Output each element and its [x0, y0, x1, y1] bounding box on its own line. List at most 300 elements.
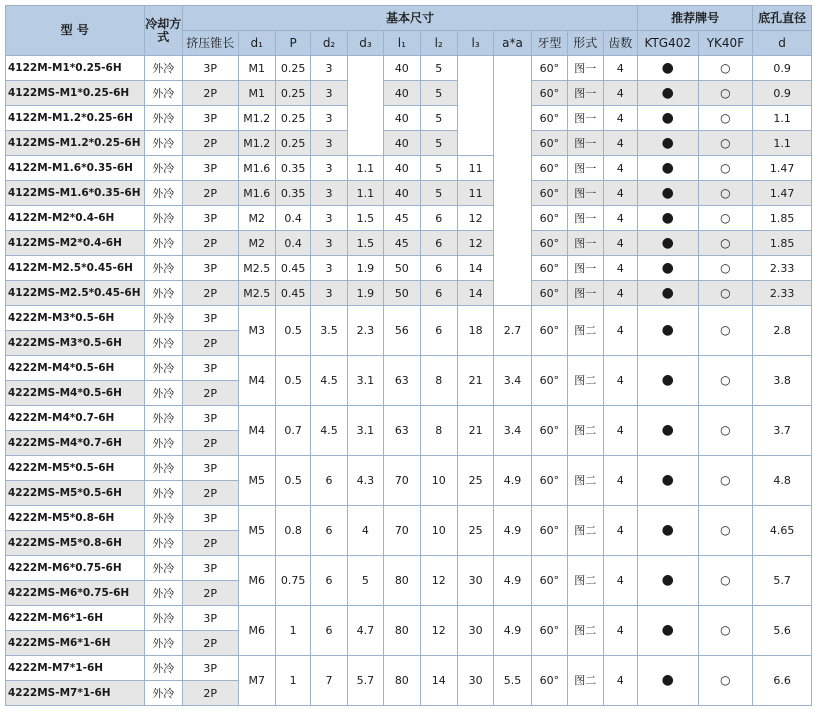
- tooth-type-cell: 60°: [531, 356, 567, 406]
- d2-cell: 3: [311, 81, 347, 106]
- ktg402-dot-icon: ●: [637, 556, 698, 606]
- teeth-cell: 4: [603, 206, 637, 231]
- teeth-cell: 4: [603, 456, 637, 506]
- cone-cell: 2P: [182, 631, 238, 656]
- cooling-cell: 外冷: [144, 556, 182, 581]
- table-row: [6, 156, 812, 181]
- cooling-cell: 外冷: [144, 106, 182, 131]
- d1-cell: M5: [238, 456, 275, 506]
- ktg402-dot-icon: ●: [637, 281, 698, 306]
- ktg402-dot-icon: ●: [637, 231, 698, 256]
- tooth-type-cell: 60°: [531, 606, 567, 656]
- cone-cell: 2P: [182, 481, 238, 506]
- d1-cell: M1: [238, 81, 275, 106]
- model-cell: 4222M-M5*0.8-6H: [6, 506, 145, 531]
- l1-cell: 40: [384, 131, 420, 156]
- bottom-hole-cell: 0.9: [753, 81, 812, 106]
- yk40f-circle-icon: ○: [698, 406, 753, 456]
- l1-cell: 40: [384, 81, 420, 106]
- d3-cell: 1.1: [347, 156, 383, 181]
- cone-cell: 3P: [182, 56, 238, 81]
- l3-cell: 14: [457, 256, 493, 281]
- model-cell: 4222M-M6*1-6H: [6, 606, 145, 631]
- bottom-hole-cell: 5.6: [753, 606, 812, 656]
- tooth-type-cell: 60°: [531, 131, 567, 156]
- tooth-type-cell: 60°: [531, 281, 567, 306]
- bottom-hole-cell: 3.8: [753, 356, 812, 406]
- d1-cell: M7: [238, 656, 275, 706]
- model-cell: 4122M-M1*0.25-6H: [6, 56, 145, 81]
- header-d: d: [753, 31, 812, 56]
- header-p: P: [275, 31, 310, 56]
- form-cell: 图二: [568, 556, 603, 606]
- bottom-hole-cell: 2.33: [753, 281, 812, 306]
- d3-cell: 5: [347, 556, 383, 606]
- model-cell: 4222MS-M5*0.5-6H: [6, 481, 145, 506]
- bottom-hole-cell: 0.9: [753, 56, 812, 81]
- table-row: [6, 181, 812, 206]
- d3-cell: 1.5: [347, 231, 383, 256]
- cone-cell: 2P: [182, 431, 238, 456]
- l2-cell: 12: [420, 606, 457, 656]
- tooth-type-cell: 60°: [531, 656, 567, 706]
- d1-cell: M4: [238, 356, 275, 406]
- model-cell: 4222MS-M6*0.75-6H: [6, 581, 145, 606]
- yk40f-circle-icon: ○: [698, 156, 753, 181]
- d1-cell: M1.6: [238, 156, 275, 181]
- axa-cell: 3.4: [494, 356, 531, 406]
- l3-cell: 30: [457, 656, 493, 706]
- l2-cell: 5: [420, 56, 457, 81]
- model-cell: 4222MS-M6*1-6H: [6, 631, 145, 656]
- pitch-cell: 0.4: [275, 231, 310, 256]
- cone-cell: 3P: [182, 206, 238, 231]
- tooth-type-cell: 60°: [531, 456, 567, 506]
- d2-cell: 3: [311, 206, 347, 231]
- l2-cell: 10: [420, 456, 457, 506]
- ktg402-dot-icon: ●: [637, 81, 698, 106]
- l2-cell: 5: [420, 181, 457, 206]
- model-cell: 4122MS-M1*0.25-6H: [6, 81, 145, 106]
- teeth-cell: 4: [603, 356, 637, 406]
- cone-cell: 2P: [182, 231, 238, 256]
- d2-cell: 3: [311, 256, 347, 281]
- teeth-cell: 4: [603, 131, 637, 156]
- l3-cell: 14: [457, 281, 493, 306]
- yk40f-circle-icon: ○: [698, 206, 753, 231]
- table-row: [6, 106, 812, 131]
- model-cell: 4122MS-M2.5*0.45-6H: [6, 281, 145, 306]
- bottom-hole-cell: 4.65: [753, 506, 812, 556]
- cone-cell: 3P: [182, 506, 238, 531]
- cone-cell: 3P: [182, 156, 238, 181]
- bottom-hole-cell: 1.47: [753, 156, 812, 181]
- d2-cell: 4.5: [311, 406, 347, 456]
- cooling-cell: 外冷: [144, 56, 182, 81]
- yk40f-circle-icon: ○: [698, 606, 753, 656]
- l3-cell: 11: [457, 181, 493, 206]
- l2-cell: 6: [420, 306, 457, 356]
- pitch-cell: 0.8: [275, 506, 310, 556]
- model-cell: 4222M-M6*0.75-6H: [6, 556, 145, 581]
- model-cell: 4122M-M2*0.4-6H: [6, 206, 145, 231]
- teeth-cell: 4: [603, 181, 637, 206]
- tooth-type-cell: 60°: [531, 206, 567, 231]
- l2-cell: 8: [420, 356, 457, 406]
- d2-cell: 3: [311, 281, 347, 306]
- tooth-type-cell: 60°: [531, 256, 567, 281]
- header-ktg402: KTG402: [637, 31, 698, 56]
- table-row: [6, 606, 812, 631]
- axa-cell: 4.9: [494, 556, 531, 606]
- header-axa: a*a: [494, 31, 531, 56]
- cone-cell: 2P: [182, 281, 238, 306]
- d1-cell: M2: [238, 231, 275, 256]
- d1-cell: M3: [238, 306, 275, 356]
- header-form: 形式: [568, 31, 603, 56]
- form-cell: 图一: [568, 56, 603, 81]
- d1-cell: M5: [238, 506, 275, 556]
- model-cell: 4122M-M2.5*0.45-6H: [6, 256, 145, 281]
- model-cell: 4222MS-M3*0.5-6H: [6, 331, 145, 356]
- model-cell: 4122MS-M2*0.4-6H: [6, 231, 145, 256]
- cone-cell: 2P: [182, 581, 238, 606]
- form-cell: 图二: [568, 606, 603, 656]
- table-row: [6, 356, 812, 381]
- header-recommended-grade: 推荐牌号: [637, 6, 752, 31]
- d1-cell: M2: [238, 206, 275, 231]
- ktg402-dot-icon: ●: [637, 606, 698, 656]
- ktg402-dot-icon: ●: [637, 56, 698, 81]
- l1-cell: 45: [384, 231, 420, 256]
- header-l2: l₂: [420, 31, 457, 56]
- cooling-cell: 外冷: [144, 656, 182, 681]
- cone-cell: 3P: [182, 256, 238, 281]
- yk40f-circle-icon: ○: [698, 131, 753, 156]
- yk40f-circle-icon: ○: [698, 231, 753, 256]
- header-cooling: [144, 6, 182, 56]
- teeth-cell: 4: [603, 281, 637, 306]
- l2-cell: 5: [420, 131, 457, 156]
- model-cell: 4222M-M3*0.5-6H: [6, 306, 145, 331]
- cooling-cell: 外冷: [144, 431, 182, 456]
- l2-cell: 5: [420, 106, 457, 131]
- ktg402-dot-icon: ●: [637, 356, 698, 406]
- axa-cell: 5.5: [494, 656, 531, 706]
- header-teeth: 齿数: [603, 31, 637, 56]
- l1-cell: 80: [384, 656, 420, 706]
- header-model: 型 号: [6, 6, 145, 56]
- model-cell: 4222MS-M7*1-6H: [6, 681, 145, 706]
- form-cell: 图二: [568, 356, 603, 406]
- cooling-cell: 外冷: [144, 231, 182, 256]
- l2-cell: 5: [420, 81, 457, 106]
- d1-cell: M1.2: [238, 131, 275, 156]
- teeth-cell: 4: [603, 656, 637, 706]
- d1-cell: M4: [238, 406, 275, 456]
- d2-cell: 7: [311, 656, 347, 706]
- form-cell: 图一: [568, 281, 603, 306]
- l2-cell: 5: [420, 156, 457, 181]
- l1-cell: 45: [384, 206, 420, 231]
- cooling-cell: 外冷: [144, 206, 182, 231]
- cone-cell: 3P: [182, 106, 238, 131]
- yk40f-circle-icon: ○: [698, 181, 753, 206]
- d2-cell: 3: [311, 106, 347, 131]
- cone-cell: 2P: [182, 181, 238, 206]
- yk40f-circle-icon: ○: [698, 256, 753, 281]
- l1-cell: 80: [384, 606, 420, 656]
- model-cell: 4222MS-M4*0.7-6H: [6, 431, 145, 456]
- d3-cell: [347, 56, 383, 156]
- form-cell: 图一: [568, 156, 603, 181]
- axa-cell: 4.9: [494, 456, 531, 506]
- l3-cell: 18: [457, 306, 493, 356]
- ktg402-dot-icon: ●: [637, 131, 698, 156]
- d1-cell: M2.5: [238, 281, 275, 306]
- header-cooling-text: 冷却方式: [145, 16, 182, 44]
- l1-cell: 40: [384, 156, 420, 181]
- l3-cell: 30: [457, 556, 493, 606]
- l3-cell: 25: [457, 506, 493, 556]
- teeth-cell: 4: [603, 306, 637, 356]
- yk40f-circle-icon: ○: [698, 356, 753, 406]
- header-d2: d₂: [311, 31, 347, 56]
- pitch-cell: 0.45: [275, 281, 310, 306]
- model-cell: 4222MS-M4*0.5-6H: [6, 381, 145, 406]
- header-yk40f: YK40F: [698, 31, 753, 56]
- cone-cell: 2P: [182, 531, 238, 556]
- pitch-cell: 0.5: [275, 306, 310, 356]
- d2-cell: 3: [311, 156, 347, 181]
- tooth-type-cell: 60°: [531, 556, 567, 606]
- header-row-1: [6, 6, 812, 31]
- form-cell: 图一: [568, 231, 603, 256]
- teeth-cell: 4: [603, 156, 637, 181]
- pitch-cell: 1: [275, 656, 310, 706]
- l3-cell: 25: [457, 456, 493, 506]
- yk40f-circle-icon: ○: [698, 106, 753, 131]
- model-cell: 4222M-M4*0.7-6H: [6, 406, 145, 431]
- cooling-cell: 外冷: [144, 681, 182, 706]
- model-cell: 4222MS-M5*0.8-6H: [6, 531, 145, 556]
- ktg402-dot-icon: ●: [637, 656, 698, 706]
- l1-cell: 40: [384, 181, 420, 206]
- cone-cell: 2P: [182, 81, 238, 106]
- table-row: [6, 456, 812, 481]
- tooth-type-cell: 60°: [531, 106, 567, 131]
- axa-cell: 4.9: [494, 606, 531, 656]
- l1-cell: 50: [384, 256, 420, 281]
- tooth-type-cell: 60°: [531, 231, 567, 256]
- pitch-cell: 0.75: [275, 556, 310, 606]
- ktg402-dot-icon: ●: [637, 206, 698, 231]
- cone-cell: 3P: [182, 456, 238, 481]
- l1-cell: 40: [384, 106, 420, 131]
- table-row: [6, 56, 812, 81]
- l1-cell: 80: [384, 556, 420, 606]
- d2-cell: 3.5: [311, 306, 347, 356]
- form-cell: 图一: [568, 206, 603, 231]
- tooth-type-cell: 60°: [531, 306, 567, 356]
- pitch-cell: 0.5: [275, 356, 310, 406]
- cone-cell: 3P: [182, 406, 238, 431]
- table-row: [6, 306, 812, 331]
- d2-cell: 6: [311, 506, 347, 556]
- teeth-cell: 4: [603, 106, 637, 131]
- pitch-cell: 0.5: [275, 456, 310, 506]
- cone-cell: 3P: [182, 306, 238, 331]
- teeth-cell: 4: [603, 506, 637, 556]
- l2-cell: 6: [420, 281, 457, 306]
- cooling-cell: 外冷: [144, 581, 182, 606]
- tooth-type-cell: 60°: [531, 56, 567, 81]
- table-row: [6, 231, 812, 256]
- d3-cell: 4: [347, 506, 383, 556]
- l1-cell: 70: [384, 506, 420, 556]
- axa-cell: 3.4: [494, 406, 531, 456]
- tooth-type-cell: 60°: [531, 181, 567, 206]
- cooling-cell: 外冷: [144, 406, 182, 431]
- bottom-hole-cell: 1.47: [753, 181, 812, 206]
- yk40f-circle-icon: ○: [698, 456, 753, 506]
- cone-cell: 3P: [182, 556, 238, 581]
- yk40f-circle-icon: ○: [698, 556, 753, 606]
- table-row: [6, 81, 812, 106]
- ktg402-dot-icon: ●: [637, 306, 698, 356]
- l2-cell: 6: [420, 231, 457, 256]
- d2-cell: 3: [311, 231, 347, 256]
- d1-cell: M1.2: [238, 106, 275, 131]
- form-cell: 图一: [568, 131, 603, 156]
- bottom-hole-cell: 4.8: [753, 456, 812, 506]
- ktg402-dot-icon: ●: [637, 256, 698, 281]
- teeth-cell: 4: [603, 231, 637, 256]
- l2-cell: 14: [420, 656, 457, 706]
- ktg402-dot-icon: ●: [637, 506, 698, 556]
- d3-cell: 4.3: [347, 456, 383, 506]
- d2-cell: 3: [311, 181, 347, 206]
- cooling-cell: 外冷: [144, 181, 182, 206]
- yk40f-circle-icon: ○: [698, 506, 753, 556]
- cooling-cell: 外冷: [144, 481, 182, 506]
- teeth-cell: 4: [603, 56, 637, 81]
- axa-cell: [494, 56, 531, 306]
- pitch-cell: 0.25: [275, 131, 310, 156]
- d1-cell: M1.6: [238, 181, 275, 206]
- model-cell: 4222M-M4*0.5-6H: [6, 356, 145, 381]
- table-body: [6, 56, 812, 706]
- pitch-cell: 1: [275, 606, 310, 656]
- table-row: [6, 256, 812, 281]
- bottom-hole-cell: 1.1: [753, 106, 812, 131]
- l3-cell: 30: [457, 606, 493, 656]
- bottom-hole-cell: 1.85: [753, 231, 812, 256]
- pitch-cell: 0.35: [275, 181, 310, 206]
- pitch-cell: 0.25: [275, 81, 310, 106]
- l2-cell: 12: [420, 556, 457, 606]
- d3-cell: 1.9: [347, 281, 383, 306]
- form-cell: 图一: [568, 106, 603, 131]
- yk40f-circle-icon: ○: [698, 306, 753, 356]
- l1-cell: 40: [384, 56, 420, 81]
- pitch-cell: 0.45: [275, 256, 310, 281]
- table-row: [6, 506, 812, 531]
- cooling-cell: 外冷: [144, 256, 182, 281]
- teeth-cell: 4: [603, 406, 637, 456]
- form-cell: 图一: [568, 181, 603, 206]
- teeth-cell: 4: [603, 256, 637, 281]
- cooling-cell: 外冷: [144, 281, 182, 306]
- d3-cell: 3.1: [347, 406, 383, 456]
- header-l1: l₁: [384, 31, 420, 56]
- bottom-hole-cell: 5.7: [753, 556, 812, 606]
- table-row: [6, 406, 812, 431]
- yk40f-circle-icon: ○: [698, 81, 753, 106]
- pitch-cell: 0.4: [275, 206, 310, 231]
- bottom-hole-cell: 2.33: [753, 256, 812, 281]
- table-row: [6, 206, 812, 231]
- tooth-type-cell: 60°: [531, 81, 567, 106]
- l2-cell: 6: [420, 256, 457, 281]
- form-cell: 图二: [568, 306, 603, 356]
- axa-cell: 4.9: [494, 506, 531, 556]
- cooling-cell: 外冷: [144, 381, 182, 406]
- teeth-cell: 4: [603, 556, 637, 606]
- cone-cell: 2P: [182, 381, 238, 406]
- d3-cell: 1.5: [347, 206, 383, 231]
- cooling-cell: 外冷: [144, 331, 182, 356]
- d3-cell: 1.1: [347, 181, 383, 206]
- cooling-cell: 外冷: [144, 306, 182, 331]
- bottom-hole-cell: 3.7: [753, 406, 812, 456]
- form-cell: 图二: [568, 456, 603, 506]
- model-cell: 4222M-M5*0.5-6H: [6, 456, 145, 481]
- model-cell: 4222M-M7*1-6H: [6, 656, 145, 681]
- l3-cell: 21: [457, 356, 493, 406]
- d3-cell: 5.7: [347, 656, 383, 706]
- teeth-cell: 4: [603, 81, 637, 106]
- header-d3: d₃: [347, 31, 383, 56]
- cone-cell: 3P: [182, 656, 238, 681]
- cooling-cell: 外冷: [144, 131, 182, 156]
- form-cell: 图一: [568, 81, 603, 106]
- d2-cell: 3: [311, 56, 347, 81]
- d1-cell: M6: [238, 606, 275, 656]
- cone-cell: 2P: [182, 331, 238, 356]
- header-bottom-hole: 底孔直径: [753, 6, 812, 31]
- form-cell: 图二: [568, 406, 603, 456]
- model-cell: 4122MS-M1.6*0.35-6H: [6, 181, 145, 206]
- yk40f-circle-icon: ○: [698, 281, 753, 306]
- l1-cell: 50: [384, 281, 420, 306]
- header-basic-dimensions: 基本尺寸: [182, 6, 637, 31]
- l1-cell: 70: [384, 456, 420, 506]
- cooling-cell: 外冷: [144, 506, 182, 531]
- l3-cell: 21: [457, 406, 493, 456]
- tooth-type-cell: 60°: [531, 406, 567, 456]
- pitch-cell: 0.25: [275, 56, 310, 81]
- bottom-hole-cell: 1.85: [753, 206, 812, 231]
- cone-cell: 3P: [182, 606, 238, 631]
- table-row: [6, 281, 812, 306]
- d1-cell: M6: [238, 556, 275, 606]
- header-d1: d₁: [238, 31, 275, 56]
- header-extrusion-cone: [182, 31, 238, 56]
- bottom-hole-cell: 1.1: [753, 131, 812, 156]
- l3-cell: 11: [457, 156, 493, 181]
- ktg402-dot-icon: ●: [637, 106, 698, 131]
